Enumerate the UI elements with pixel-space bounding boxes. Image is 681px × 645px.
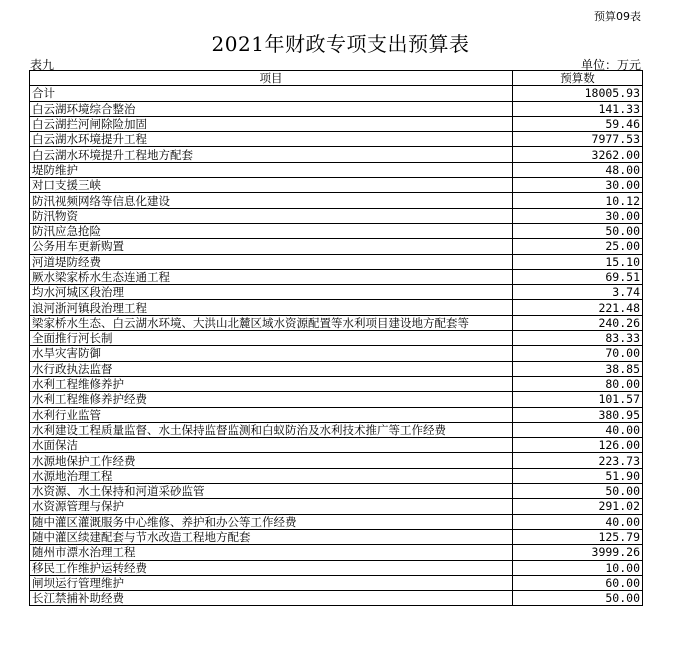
table-header-row xyxy=(30,71,643,86)
table-row xyxy=(30,438,643,453)
item-amount: 141.33 xyxy=(513,101,643,116)
item-amount: 30.00 xyxy=(513,178,643,193)
item-name: 合计 xyxy=(30,86,513,101)
item-name: 水行政执法监督 xyxy=(30,361,513,376)
table-row xyxy=(30,361,643,376)
item-amount: 59.46 xyxy=(513,116,643,131)
item-amount: 223.73 xyxy=(513,453,643,468)
item-amount: 50.00 xyxy=(513,591,643,606)
item-amount: 125.79 xyxy=(513,529,643,544)
table-row xyxy=(30,315,643,330)
item-amount: 38.85 xyxy=(513,361,643,376)
item-amount: 3999.26 xyxy=(513,545,643,560)
item-name: 防汛应急抢险 xyxy=(30,223,513,238)
table-row xyxy=(30,331,643,346)
item-amount: 83.33 xyxy=(513,331,643,346)
table-row xyxy=(30,560,643,575)
unit-label: 单位：万元 xyxy=(580,58,641,72)
table-row xyxy=(30,300,643,315)
table-code-label: 预算09表 xyxy=(594,10,641,23)
item-name: 白云湖水环境提升工程 xyxy=(30,132,513,147)
item-name: 移民工作维护运转经费 xyxy=(30,560,513,575)
item-amount: 7977.53 xyxy=(513,132,643,147)
table-row xyxy=(30,392,643,407)
table-row xyxy=(30,422,643,437)
budget-table xyxy=(29,70,643,606)
total-row xyxy=(30,86,643,101)
item-amount: 126.00 xyxy=(513,438,643,453)
table-row xyxy=(30,545,643,560)
item-name: 全面推行河长制 xyxy=(30,331,513,346)
table-row xyxy=(30,575,643,590)
item-amount: 48.00 xyxy=(513,162,643,177)
item-name: 河道堤防经费 xyxy=(30,254,513,269)
item-name: 梁家桥水生态、白云湖水环境、大洪山北麓区域水资源配置等水利项目建设地方配套等 xyxy=(30,315,513,330)
item-amount: 60.00 xyxy=(513,575,643,590)
item-amount: 40.00 xyxy=(513,514,643,529)
table-row xyxy=(30,116,643,131)
table-row xyxy=(30,514,643,529)
table-row xyxy=(30,591,643,606)
item-amount: 291.02 xyxy=(513,499,643,514)
item-amount: 30.00 xyxy=(513,208,643,223)
table-row xyxy=(30,376,643,391)
item-amount: 380.95 xyxy=(513,407,643,422)
table-row xyxy=(30,407,643,422)
item-name: 水利工程维修养护经费 xyxy=(30,392,513,407)
item-amount: 70.00 xyxy=(513,346,643,361)
header-amount: 预算数 xyxy=(513,71,643,86)
item-amount: 221.48 xyxy=(513,300,643,315)
item-amount: 3.74 xyxy=(513,285,643,300)
item-name: 白云湖环境综合整治 xyxy=(30,101,513,116)
item-amount: 25.00 xyxy=(513,239,643,254)
item-name: 水利工程维修养护 xyxy=(30,376,513,391)
table-row xyxy=(30,193,643,208)
item-name: 随中灌区灌溉服务中心维修、养护和办公等工作经费 xyxy=(30,514,513,529)
item-amount: 10.00 xyxy=(513,560,643,575)
item-amount: 240.26 xyxy=(513,315,643,330)
table-row xyxy=(30,484,643,499)
table-row xyxy=(30,178,643,193)
item-name: 水利建设工程质量监督、水土保持监督监测和白蚁防治及水利技术推广等工作经费 xyxy=(30,422,513,437)
table-row xyxy=(30,468,643,483)
table-row xyxy=(30,208,643,223)
item-name: 随州市漂水治理工程 xyxy=(30,545,513,560)
item-amount: 3262.00 xyxy=(513,147,643,162)
item-amount: 101.57 xyxy=(513,392,643,407)
table-row xyxy=(30,285,643,300)
item-name: 白云湖拦河闸除险加固 xyxy=(30,116,513,131)
item-name: 水旱灾害防御 xyxy=(30,346,513,361)
table-row xyxy=(30,162,643,177)
item-name: 长江禁捕补助经费 xyxy=(30,591,513,606)
item-name: 公务用车更新购置 xyxy=(30,239,513,254)
item-name: 均水河城区段治理 xyxy=(30,285,513,300)
table-row xyxy=(30,223,643,238)
table-row xyxy=(30,269,643,284)
item-amount: 18005.93 xyxy=(513,86,643,101)
item-name: 对口支援三峡 xyxy=(30,178,513,193)
item-amount: 40.00 xyxy=(513,422,643,437)
item-name: 闸坝运行管理维护 xyxy=(30,575,513,590)
table-row xyxy=(30,346,643,361)
sheet-label: 表九 xyxy=(30,58,55,72)
item-amount: 50.00 xyxy=(513,484,643,499)
table-row xyxy=(30,147,643,162)
item-name: 水资源、水土保持和河道采砂监管 xyxy=(30,484,513,499)
item-amount: 80.00 xyxy=(513,376,643,391)
item-amount: 51.90 xyxy=(513,468,643,483)
table-row xyxy=(30,132,643,147)
item-name: 厥水梁家桥水生态连通工程 xyxy=(30,269,513,284)
table-row xyxy=(30,254,643,269)
table-row xyxy=(30,101,643,116)
item-amount: 15.10 xyxy=(513,254,643,269)
item-name: 水面保洁 xyxy=(30,438,513,453)
item-name: 防汛物资 xyxy=(30,208,513,223)
item-name: 水资源管理与保护 xyxy=(30,499,513,514)
item-name: 堤防维护 xyxy=(30,162,513,177)
item-name: 浪河浙河镇段治理工程 xyxy=(30,300,513,315)
item-amount: 50.00 xyxy=(513,223,643,238)
item-name: 水源地保护工作经费 xyxy=(30,453,513,468)
page-title: 2021年财政专项支出预算表 xyxy=(211,32,470,56)
item-amount: 69.51 xyxy=(513,269,643,284)
item-name: 随中灌区续建配套与节水改造工程地方配套 xyxy=(30,529,513,544)
table-row xyxy=(30,453,643,468)
item-name: 水利行业监管 xyxy=(30,407,513,422)
header-item: 项目 xyxy=(30,71,513,86)
item-name: 水源地治理工程 xyxy=(30,468,513,483)
table-row xyxy=(30,239,643,254)
table-row xyxy=(30,499,643,514)
item-name: 白云湖水环境提升工程地方配套 xyxy=(30,147,513,162)
item-name: 防汛视频网络等信息化建设 xyxy=(30,193,513,208)
item-amount: 10.12 xyxy=(513,193,643,208)
table-body xyxy=(30,86,643,606)
table-row xyxy=(30,529,643,544)
